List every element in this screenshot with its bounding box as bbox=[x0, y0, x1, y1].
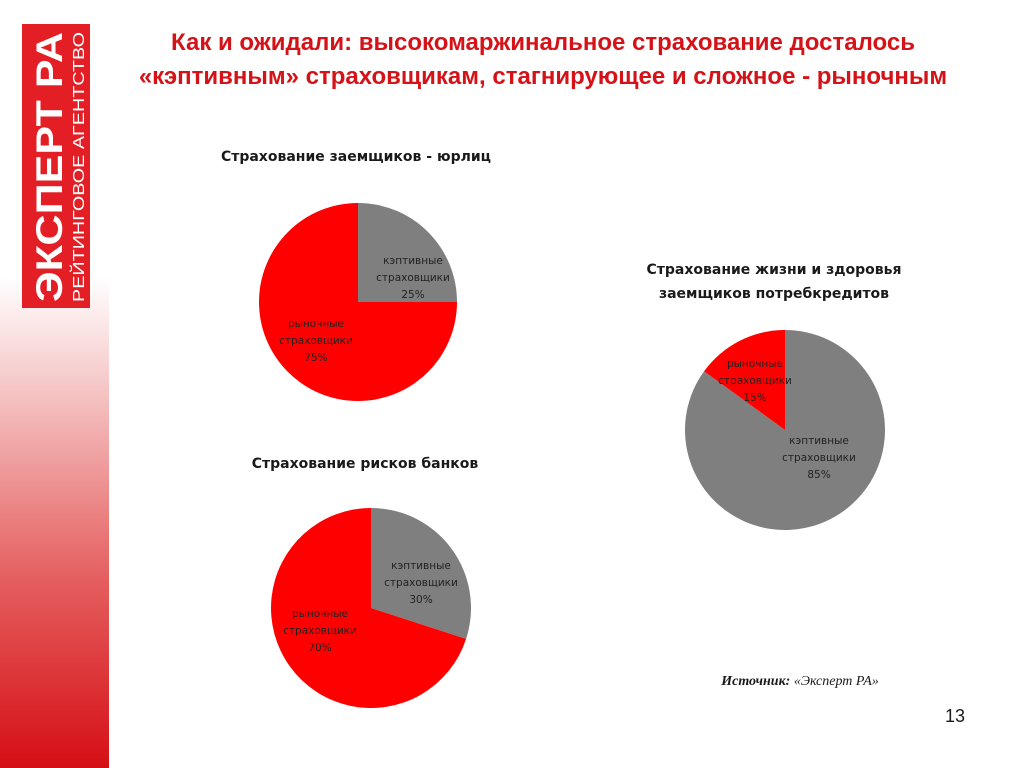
pie-slice-percent: 75% bbox=[304, 352, 328, 364]
chart-3-title-line-1: Страхование жизни и здоровья bbox=[646, 262, 902, 278]
page-number: 13 bbox=[944, 706, 966, 726]
chart-1-title: Страхование заемщиков - юрлиц bbox=[220, 149, 492, 165]
pie-slice-label-line: кэптивные bbox=[391, 560, 451, 572]
pie-slice-label-line: страховщики bbox=[279, 335, 353, 347]
pie-slice-percent: 25% bbox=[401, 289, 425, 301]
pie-slice-label-line: кэптивные bbox=[383, 255, 443, 267]
pie-slice-label-line: страховщики bbox=[283, 625, 357, 637]
pie-slice-label-line: рыночные bbox=[287, 318, 345, 330]
pie-slice-percent: 30% bbox=[409, 594, 433, 606]
pie-slice-label-line: страховщики bbox=[376, 272, 450, 284]
source-note bbox=[640, 674, 960, 690]
pie-slice-label-line: страховщики bbox=[384, 577, 458, 589]
pie-slice-label-line: страховщики bbox=[782, 452, 856, 464]
source-value: «Эксперт РА» bbox=[790, 674, 879, 689]
pie-slice-percent: 15% bbox=[743, 392, 767, 404]
pie-slice-label-line: страховщики bbox=[718, 375, 792, 387]
chart-3-title-line-2: заемщиков потребкредитов bbox=[658, 286, 890, 302]
source-label: Источник: bbox=[721, 674, 791, 689]
chart-2-title: Страхование рисков банков bbox=[251, 456, 479, 472]
logo-main-text: ЭКСПЕРТ РА bbox=[29, 70, 70, 302]
pie-slice-label-line: рыночные bbox=[291, 608, 349, 620]
pie-slice-label-line: кэптивные bbox=[789, 435, 849, 447]
pie-slice-percent: 70% bbox=[308, 642, 332, 654]
pie-slice-percent: 85% bbox=[807, 469, 831, 481]
pie-slice-label-line: рыночные bbox=[726, 358, 784, 370]
logo-sub-text: РЕЙТИНГОВОЕ АГЕНТСТВО bbox=[71, 83, 88, 302]
slide-title: Как и ожидали: высокомаржинальное страхование досталось «кэптивным» страховщикам, стагнирующее и сложное - рыночным bbox=[138, 29, 948, 90]
